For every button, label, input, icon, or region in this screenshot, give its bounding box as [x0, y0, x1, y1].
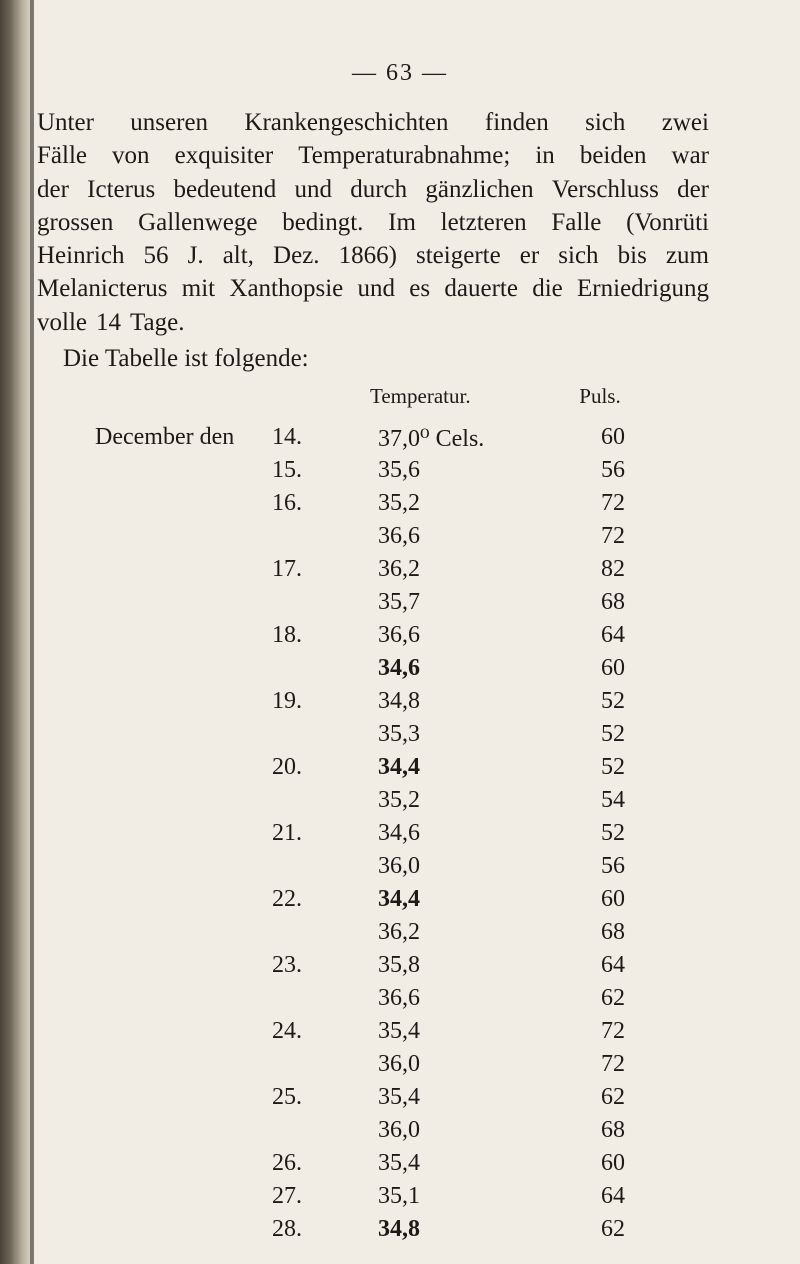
temperature-cell: 35,4	[378, 1018, 420, 1044]
table-row	[0, 787, 800, 820]
paragraph-word: steigerte	[416, 242, 501, 270]
paragraph-word: letzteren	[440, 208, 527, 236]
temperature-cell: 36,6	[378, 985, 420, 1011]
table-row	[0, 589, 800, 622]
paragraph-line	[37, 306, 709, 339]
day-cell: 18.	[272, 622, 302, 648]
paragraph-word: sich	[585, 109, 626, 136]
temperature-cell: 35,6	[378, 457, 420, 483]
paragraph-word: der	[37, 175, 69, 203]
paragraph-word: Heinrich	[37, 242, 125, 270]
table-row	[0, 820, 800, 853]
paragraph-word: beiden	[579, 142, 647, 170]
paragraph-line	[37, 173, 709, 206]
temperature-cell: 34,6	[378, 820, 420, 846]
paragraph-word: 1866)	[338, 242, 397, 270]
temperature-cell: 36,6	[378, 622, 420, 648]
temperature-cell: 34,8	[378, 688, 420, 714]
pulse-cell: 72	[601, 490, 625, 516]
pulse-cell: 52	[601, 721, 625, 747]
header-temperature: Temperatur.	[370, 384, 471, 408]
month-label: December den	[95, 424, 235, 450]
table-row	[0, 622, 800, 655]
paragraph-word: der	[677, 175, 709, 203]
pulse-cell: 62	[601, 1216, 625, 1242]
table-row	[0, 523, 800, 556]
table-row	[0, 1216, 800, 1249]
day-cell: 26.	[272, 1150, 302, 1176]
temperature-cell: 36,6	[378, 523, 420, 549]
pulse-cell: 64	[601, 622, 625, 648]
day-cell: 27.	[272, 1183, 302, 1209]
paragraph-word: Fälle	[37, 142, 87, 170]
paragraph-word: 14	[96, 308, 121, 336]
temperature-cell: 35,4	[378, 1150, 420, 1176]
paragraph-word: zum	[665, 242, 709, 270]
paragraph-word: unseren	[130, 109, 209, 136]
day-cell: 17.	[272, 556, 302, 582]
day-cell: 21.	[272, 820, 302, 846]
paragraph-word: Temperaturabnahme;	[298, 142, 511, 170]
table-row	[0, 1183, 800, 1216]
pulse-cell: 54	[601, 787, 625, 813]
pulse-cell: 56	[601, 853, 625, 879]
pulse-cell: 60	[601, 886, 625, 912]
header-pulse: Puls.	[579, 384, 621, 408]
paragraph-word: Xanthopsie	[229, 275, 344, 303]
day-cell: 20.	[272, 754, 302, 780]
temperature-cell: 36,2	[378, 556, 420, 582]
paragraph-word: mit	[181, 275, 216, 303]
paragraph-word: von	[112, 142, 150, 170]
table-row	[0, 556, 800, 589]
paragraph-word: bis	[617, 242, 647, 270]
table-row	[0, 688, 800, 721]
paragraph-word: volle	[37, 308, 87, 336]
day-cell: 14.	[272, 424, 302, 450]
day-cell: 22.	[272, 886, 302, 912]
day-cell: 15.	[272, 457, 302, 483]
paragraph-line	[37, 239, 709, 272]
paragraph-word: und	[357, 275, 396, 303]
table-row	[0, 721, 800, 754]
paragraph-word: war	[671, 142, 709, 170]
paragraph-line	[37, 206, 709, 239]
paragraph-line	[37, 106, 709, 139]
pulse-cell: 56	[601, 457, 625, 483]
table-row	[0, 886, 800, 919]
temperature-cell: 34,8	[378, 1216, 420, 1242]
table-row	[0, 1150, 800, 1183]
pulse-cell: 68	[601, 919, 625, 945]
temperature-cell: 35,8	[378, 952, 420, 978]
temperature-cell: 35,4	[378, 1084, 420, 1110]
temperature-cell: 36,0	[378, 853, 420, 879]
pulse-cell: 60	[601, 655, 625, 681]
table-row	[0, 1051, 800, 1084]
temperature-cell: 37,0⁰ Cels.	[378, 426, 485, 452]
paragraph-word: die	[532, 275, 563, 303]
pulse-cell: 82	[601, 556, 625, 582]
temperature-cell: 36,0	[378, 1051, 420, 1077]
paragraph-word: dauerte	[444, 275, 518, 303]
day-cell: 28.	[272, 1216, 302, 1242]
temperature-cell: 35,7	[378, 589, 420, 615]
paragraph-word: Tage.	[130, 308, 185, 336]
table-row	[0, 424, 800, 457]
day-cell: 19.	[272, 688, 302, 714]
paragraph-word: Erniedrigung	[577, 275, 709, 303]
paragraph-word: Dez.	[273, 242, 320, 270]
paragraph-word: in	[535, 142, 555, 170]
temperature-cell: 35,2	[378, 787, 420, 813]
table-row	[0, 1018, 800, 1051]
table-intro: Die Tabelle ist folgende:	[63, 345, 309, 372]
paragraph-word: Im	[388, 208, 416, 236]
day-cell: 25.	[272, 1084, 302, 1110]
paragraph-word: (Vonrüti	[626, 208, 709, 236]
table-row	[0, 1084, 800, 1117]
temperature-cell: 34,4	[378, 886, 420, 912]
pulse-cell: 52	[601, 688, 625, 714]
paragraph-word: grossen	[37, 208, 114, 236]
paragraph-word: sich	[558, 242, 599, 270]
pulse-cell: 68	[601, 589, 625, 615]
paragraph-word: er	[519, 242, 540, 270]
paragraph-word: 56	[143, 242, 169, 270]
temperature-cell: 35,3	[378, 721, 420, 747]
temperature-cell: 35,1	[378, 1183, 420, 1209]
temperature-pulse-table	[0, 424, 800, 1249]
paragraph-line	[37, 139, 709, 172]
temperature-cell: 36,2	[378, 919, 420, 945]
page-number: — 63 —	[352, 60, 448, 86]
pulse-cell: 60	[601, 1150, 625, 1176]
pulse-cell: 60	[601, 424, 625, 450]
paragraph-word: Unter	[37, 109, 94, 136]
pulse-cell: 72	[601, 1051, 625, 1077]
pulse-cell: 68	[601, 1117, 625, 1143]
paragraph-word: Melanicterus	[37, 275, 168, 303]
temperature-cell: 36,0	[378, 1117, 420, 1143]
body-paragraph	[37, 106, 709, 339]
paragraph-word: gänzlichen	[425, 175, 534, 203]
paragraph-word: Icterus	[87, 175, 156, 203]
table-row	[0, 853, 800, 886]
day-cell: 23.	[272, 952, 302, 978]
paragraph-word: finden	[484, 109, 549, 136]
day-cell: 24.	[272, 1018, 302, 1044]
paragraph-word: bedingt.	[282, 208, 364, 236]
pulse-cell: 52	[601, 754, 625, 780]
table-row	[0, 655, 800, 688]
table-row	[0, 1117, 800, 1150]
table-row	[0, 457, 800, 490]
table-row	[0, 490, 800, 523]
paragraph-word: Falle	[551, 208, 602, 236]
paragraph-word: Gallenwege	[138, 208, 258, 236]
temperature-cell: 34,4	[378, 754, 420, 780]
paragraph-word: alt,	[222, 242, 254, 270]
paragraph-word: es	[409, 275, 431, 303]
pulse-cell: 72	[601, 523, 625, 549]
paragraph-word: exquisiter	[174, 142, 274, 170]
day-cell: 16.	[272, 490, 302, 516]
paragraph-word: bedeutend	[173, 175, 277, 203]
paragraph-word: J.	[187, 242, 204, 270]
paragraph-word: Krankengeschichten	[244, 109, 449, 136]
table-row	[0, 952, 800, 985]
paragraph-line	[37, 272, 709, 305]
pulse-cell: 64	[601, 952, 625, 978]
table-row	[0, 919, 800, 952]
paragraph-word: durch	[350, 175, 408, 203]
paragraph-word: zwei	[661, 109, 709, 136]
paragraph-word: Verschluss	[551, 175, 659, 203]
pulse-cell: 62	[601, 1084, 625, 1110]
table-header-row	[0, 384, 800, 417]
table-row	[0, 985, 800, 1018]
paragraph-word: und	[294, 175, 332, 203]
pulse-cell: 72	[601, 1018, 625, 1044]
pulse-cell: 62	[601, 985, 625, 1011]
table-row	[0, 754, 800, 787]
temperature-cell: 35,2	[378, 490, 420, 516]
pulse-cell: 52	[601, 820, 625, 846]
pulse-cell: 64	[601, 1183, 625, 1209]
temperature-cell: 34,6	[378, 655, 420, 681]
